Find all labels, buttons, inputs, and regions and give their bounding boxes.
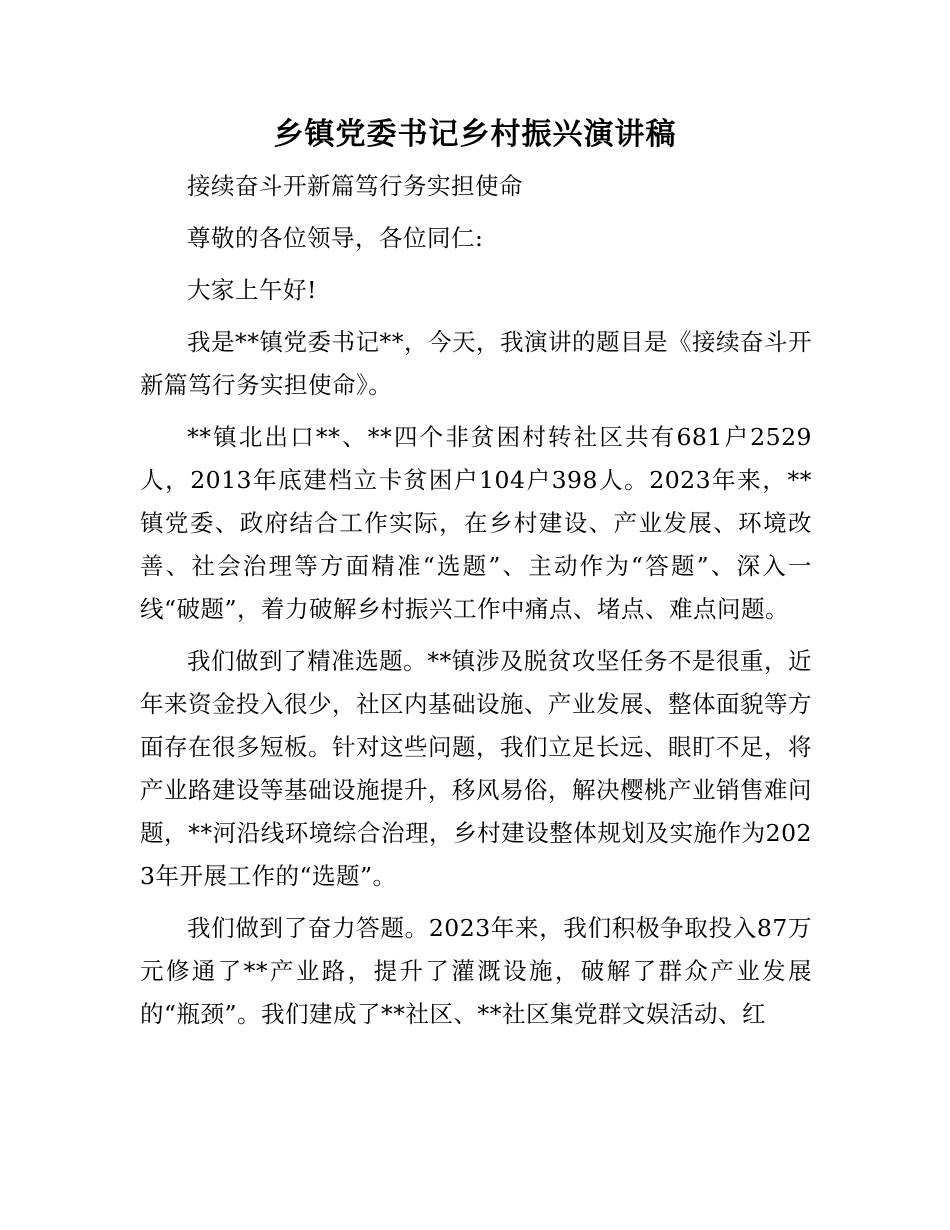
paragraph-background: **镇北出口**、**四个非贫困村转社区共有681户2529人，2013年底建档立卡贫困户104户398人。2023年来，**镇党委、政府结合工作实际，在乡村建设、产业发展、环境改善、社会治理等方面精准“选题”、主动作为“答题”、深入一线“破题”，着力破解乡村振兴工作中痛点、堵点、难点问题。 (140, 423, 812, 623)
greeting: 大家上午好! (187, 276, 317, 304)
salutation: 尊敬的各位领导，各位同仁: (187, 224, 484, 252)
document-body (140, 165, 812, 1045)
paragraph-answer-topic: 我们做到了奋力答题。2023年来，我们积极争取投入87万元修通了**产业路，提升了灌溉设施，破解了群众产业发展的“瓶颈”。我们建成了**社区、**社区集党群文娱活动、红 (140, 914, 812, 1028)
paragraph-precise-topic: 我们做到了精准选题。**镇涉及脱贫攻坚任务不是很重，近年来资金投入很少，社区内基础设施、产业发展、整体面貌等方面存在很多短板。针对这些问题，我们立足长远、眼盯不足，将产业路建设等基础设施提升，移风易俗，解决樱桃产业销售难问题，**河沿线环境综合治理，乡村建设整体规划及实施作为2023年开展工作的“选题”。 (140, 647, 812, 890)
speech-subtitle: 接续奋斗开新篇笃行务实担使命 (187, 172, 523, 200)
paragraph-introduction: 我是**镇党委书记**，今天，我演讲的题目是《接续奋斗开新篇笃行务实担使命》。 (140, 328, 812, 399)
document-title: 乡镇党委书记乡村振兴演讲稿 (273, 117, 677, 152)
